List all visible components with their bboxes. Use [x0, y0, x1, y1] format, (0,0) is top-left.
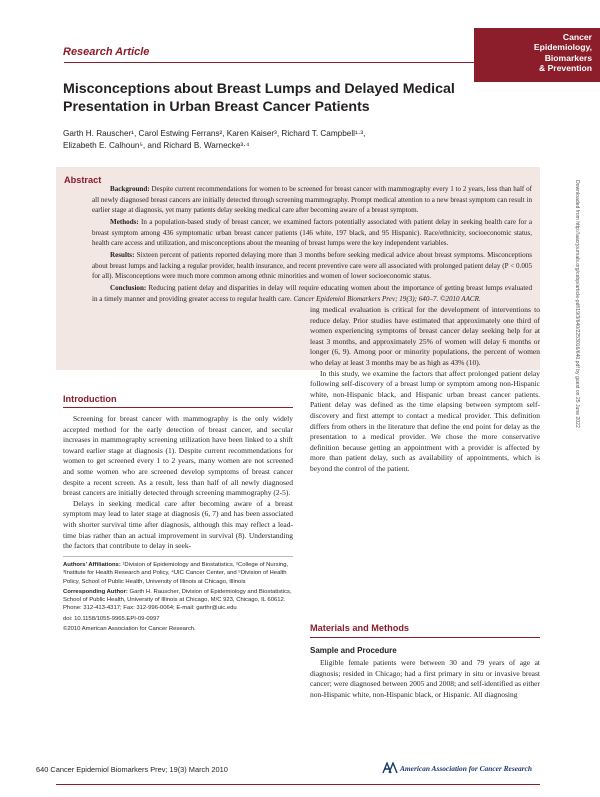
background-text: Despite current recommendations for women to be screened for breast cancer with mammography every 1 to 2 years, less than half of all newly diagnosed breast cancers are initially detected through screening mammography. Prompt medical attention to a new breast symptom can result in earlier stage at diagnosis, yet many patients delay seeking medical care after becoming aware of a breast symptom. [92, 185, 532, 214]
intro-body [63, 414, 293, 552]
right-paragraph-2: In this study, we examine the factors that affect prolonged patient delay following self-discovery of a breast lump or symptom among non-Hispanic white, non-Hispanic black, and Hispanic urban breast cancer patients. Patient delay was defined as the time elapsing between symptom self-discovery and first attempt to contact a medical provider. This definition differs from others in the literature that define the end point for delay as the presentation to a medical provider. We chose the more conservative definition because getting an appointment with a provider is affected by more than patient delay, such as availability of appointments, which is beyond the control of the patient. [310, 368, 540, 473]
sample-paragraph: Eligible female patients were between 30 and 79 years of age at diagnosis; resided in Chicago; had a first primary in situ or invasive breast cancer; were diagnosed between 2005 and 2008; and self-identified as either non-Hispanic white, non-Hispanic black, or Hispanic. All diagnosing [310, 658, 540, 699]
aacr-logo-icon [382, 762, 398, 774]
download-note-text: Downloaded from http://aacrjournals.org/cebp/article-pdf/19/3/640/2253016/640.pdf by guest on 25 June 2022 [574, 180, 580, 428]
abstract-conclusion [92, 283, 532, 304]
corresponding-text: Garth H. Rauscher, Division of Epidemiology and Biostatistics, School of Public Health, University of Illinois at Chicago, M/C 923, Chicago, IL 60612. Phone: 312-413-4317; Fax: 312-996-0064; E-mail: garthr@uic.edu [63, 588, 292, 612]
right-column-body [310, 305, 540, 475]
copyright: ©2010 American Association for Cancer Research. [63, 626, 196, 633]
author-line-1: Garth H. Rauscher¹, Carol Estwing Ferrans², Karen Kaiser³, Richard T. Campbell¹·³, [63, 129, 366, 138]
download-note [571, 180, 581, 600]
abstract-citation: Cancer Epidemiol Biomarkers Prev; 19(3); 640–7. ©2010 AACR. [293, 294, 481, 303]
abstract-results [92, 250, 532, 282]
corresponding-author [63, 588, 293, 613]
methods-heading: Materials and Methods [310, 623, 410, 633]
abstract-body [92, 184, 532, 306]
background-label: Background: [110, 185, 150, 193]
footer-citation: 640 Cancer Epidemiol Biomarkers Prev; 19(3) March 2010 [36, 765, 228, 774]
methods-text: In a population-based study of breast cancer, we examined factors potentially associated with patient delay in seeking health care for a breast symptom among 436 symptomatic urban breast cancer patients (146 white, 197 black, and 95 Hispanic). Race/ethnicity, socioeconomic status, health care access and utilization, and misconceptions about the meaning of breast lumps were the key independent variables. [92, 218, 532, 247]
sample-subheading: Sample and Procedure [310, 646, 397, 655]
affiliations-block [63, 561, 293, 635]
section-label: Research Article [63, 46, 150, 58]
affiliations-text: ¹Division of Epidemiology and Biostatistics, ²College of Nursing, ³Institute for Health Research and Policy, ⁴UIC Cancer Center, and ⁵Division of Health Policy, School of Public Health, University of Illinois at Chicago, Illinois [63, 562, 289, 585]
intro-heading: Introduction [63, 394, 117, 404]
footer-publisher: American Association for Cancer Research [400, 764, 532, 773]
authors-affiliations [63, 561, 293, 586]
methods-label: Methods: [110, 218, 139, 226]
journal-name-line1: Cancer [562, 32, 592, 42]
journal-name-line4: & Prevention [538, 63, 592, 74]
article-title: Misconceptions about Breast Lumps and Delayed Medical Presentation in Urban Breast Cancer Patients [63, 81, 455, 115]
doi[interactable]: doi: 10.1158/1055-9965.EPI-09-0997 [63, 615, 160, 622]
sample-body [310, 658, 540, 700]
author-list [63, 128, 463, 153]
results-label: Results: [110, 251, 135, 259]
conclusion-text: Reducing patient delay and disparities in delay will require educating women about the importance of getting breast lumps evaluated in a timely manner and providing greater access to regular health care. [92, 284, 532, 303]
journal-name-line2: Epidemiology, [533, 42, 592, 53]
right-paragraph-1: ing medical evaluation is critical for the development of interventions to reduce delay. Prior studies have estimated that approximately one third of women experiencing symptoms of breast cancer delay seeking help for at least 3 months, and approximately 25% of women will delay 6 months or longer (6, 9). Among poor or minority populations, the percent of women who delay at least 3 months may be as high as 43% (10). [310, 305, 540, 367]
header-rule [64, 62, 474, 63]
corresponding-label: Corresponding Author: [63, 588, 128, 595]
affiliation-divider [63, 556, 293, 557]
abstract-heading: Abstract [64, 175, 102, 185]
conclusion-label: Conclusion: [110, 284, 147, 292]
footer-rule [56, 784, 540, 785]
results-text: Sixteen percent of patients reported delaying more than 3 months before seeking medical advice about breast symptoms. Misconceptions about breast lumps and lacking a regular provider, health insurance, and recent preventive care were all associated with prolonged patient delay (P < 0.005 for all). Misconceptions were much more common among ethnic minorities and women of lower socioeconomic status. [92, 251, 532, 280]
journal-name-line3: Biomarkers [544, 52, 592, 63]
intro-rule [63, 407, 293, 408]
author-line-2: Elizabeth E. Calhoun⁵, and Richard B. Warnecke³·⁴ [63, 141, 250, 151]
intro-paragraph-1: Screening for breast cancer with mammography is the only widely accepted method for the early detection of breast cancer, and secular increases in mammography screening utilization have been linked to a shift toward earlier stage at diagnosis (1). Despite current recommendations for women to get screened every 1 to 2 years, many women are not screened and some women who are screened develop symptoms of breast cancer despite a recent screen. As a result, less than half of all newly diagnosed breast cancers are initially detected through screening mammography (2-5). [63, 414, 293, 498]
abstract-methods [92, 217, 532, 249]
methods-rule [310, 637, 540, 638]
journal-badge [474, 28, 600, 82]
affiliations-label: Authors' Affiliations: [63, 562, 121, 568]
intro-paragraph-2: Delays in seeking medical care after becoming aware of a breast symptom may lead to later stage at diagnosis (6, 7) and has been associated with shorter survival time after diagnosis, although this may reflect a lead-time bias rather than an actual improvement in survival (8). Understanding the factors that contribute to delay in seek- [63, 498, 293, 551]
abstract-background [92, 184, 532, 216]
